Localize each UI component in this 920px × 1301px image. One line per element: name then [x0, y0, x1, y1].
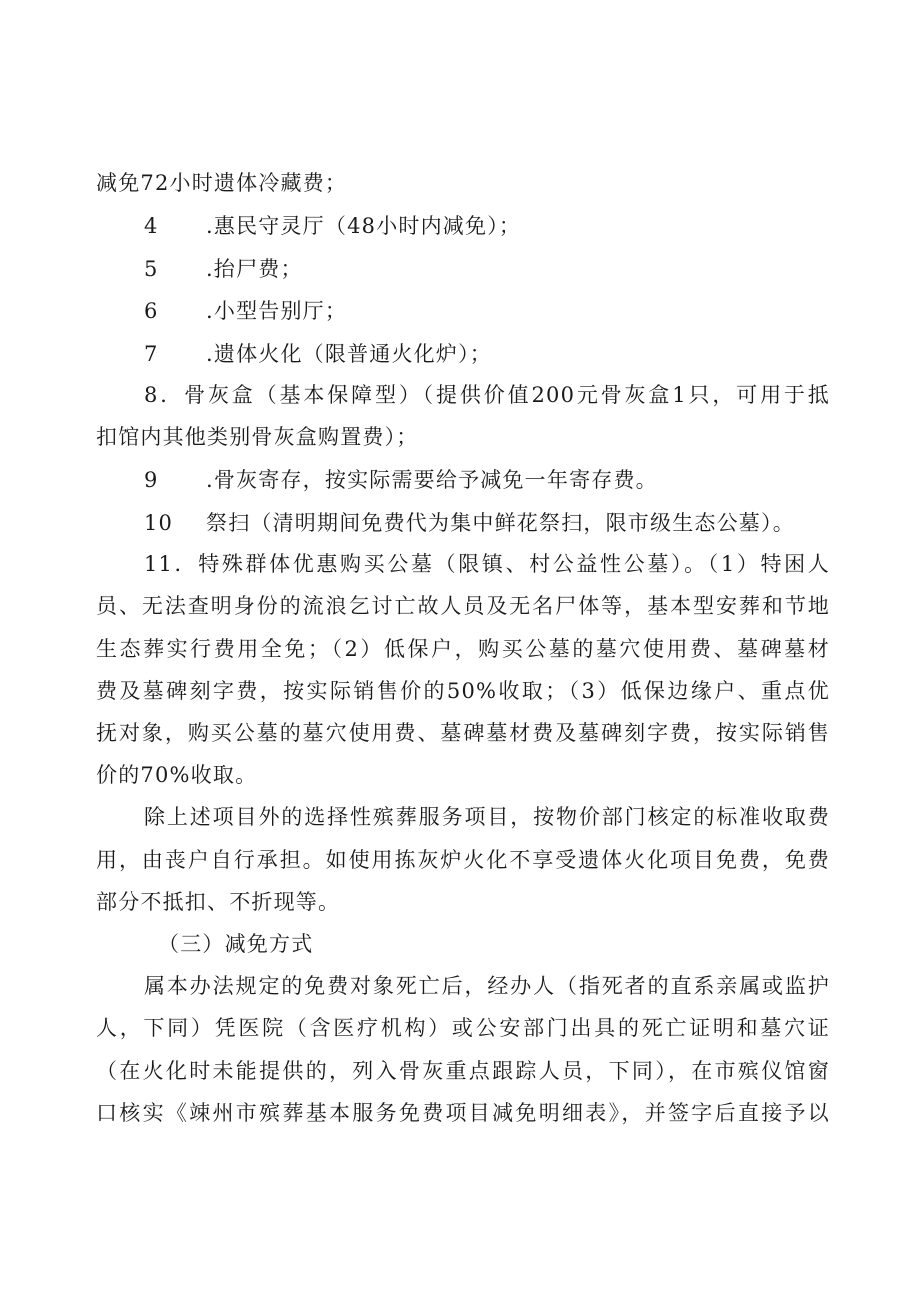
- text-line: 员、无法查明身份的流浪乞讨亡故人员及无名尸体等，基本型安葬和节地: [96, 594, 830, 618]
- list-text: .遗体火化（限普通火化炉）；: [206, 342, 492, 366]
- text-line: 部分不抵扣、不折现等。: [96, 890, 341, 914]
- list-text: 祭扫（清明期间免费代为集中鲜花祭扫，限市级生态公墓）。: [206, 511, 795, 535]
- text-line: 口核实《竦州市殡葬基本服务免费项目减免明细表》，并签字后直接予以: [96, 1101, 830, 1125]
- list-item-7: [144, 339, 830, 369]
- list-item-9: [144, 465, 830, 495]
- text-line: 价的70%收取。: [96, 763, 258, 787]
- text-line: 生态葬实行费用全免；（2）低保户，购买公墓的墓穴使用费、墓碑墓材: [96, 637, 830, 661]
- list-number: 6: [144, 299, 159, 323]
- list-number: 9: [144, 468, 159, 492]
- section-heading: （三）减免方式: [158, 932, 314, 956]
- list-number: 5: [144, 257, 159, 281]
- list-text: .小型告别厅；: [206, 299, 348, 323]
- list-number: 7: [144, 342, 159, 366]
- text-line: 减免72小时遗体冷藏费；: [96, 171, 348, 195]
- list-item-5: [144, 254, 830, 284]
- text-line: 费及墓碑刻字费，按实际销售价的50%收取；（3）低保边缘户、重点优: [96, 679, 830, 703]
- text-line: 除上述项目外的选择性殡葬服务项目，按物价部门核定的标准收取费: [144, 805, 830, 829]
- list-text: .惠民守灵厅（48小时内减免）；: [206, 214, 522, 238]
- list-item-10: [144, 508, 830, 538]
- list-item-6: [144, 296, 830, 326]
- text-line: 人，下同）凭医院（含医疗机构）或公安部门出具的死亡证明和墓穴证: [96, 1016, 830, 1040]
- list-number: 4: [144, 214, 159, 238]
- text-line: 用，由丧户自行承担。如使用拣灰炉火化不享受遗体火化项目免费，免费: [96, 848, 830, 872]
- text-line: 抚对象，购买公墓的墓穴使用费、墓碑墓材费及墓碑刻字费，按实际销售: [96, 721, 830, 745]
- text-line: 扣馆内其他类别骨灰盒购置费）；: [96, 425, 419, 449]
- list-item-4: [144, 211, 830, 241]
- list-number: 10: [144, 511, 174, 535]
- list-text: .骨灰寄存，按实际需要给予减免一年寄存费。: [206, 468, 658, 492]
- text-line: （在火化时未能提供的，列入骨灰重点跟踪人员，下同），在市殡仪馆窗: [96, 1059, 830, 1083]
- text-line: 8．骨灰盒（基本保障型）（提供价值200元骨灰盒1只，可用于抵: [144, 383, 830, 407]
- list-text: .抬尸费；: [206, 257, 303, 281]
- text-line: 11．特殊群体优惠购买公墓（限镇、村公益性公墓）。（1）特困人: [144, 552, 830, 576]
- text-line: 属本办法规定的免费对象死亡后，经办人（指死者的直系亲属或监护: [144, 974, 830, 998]
